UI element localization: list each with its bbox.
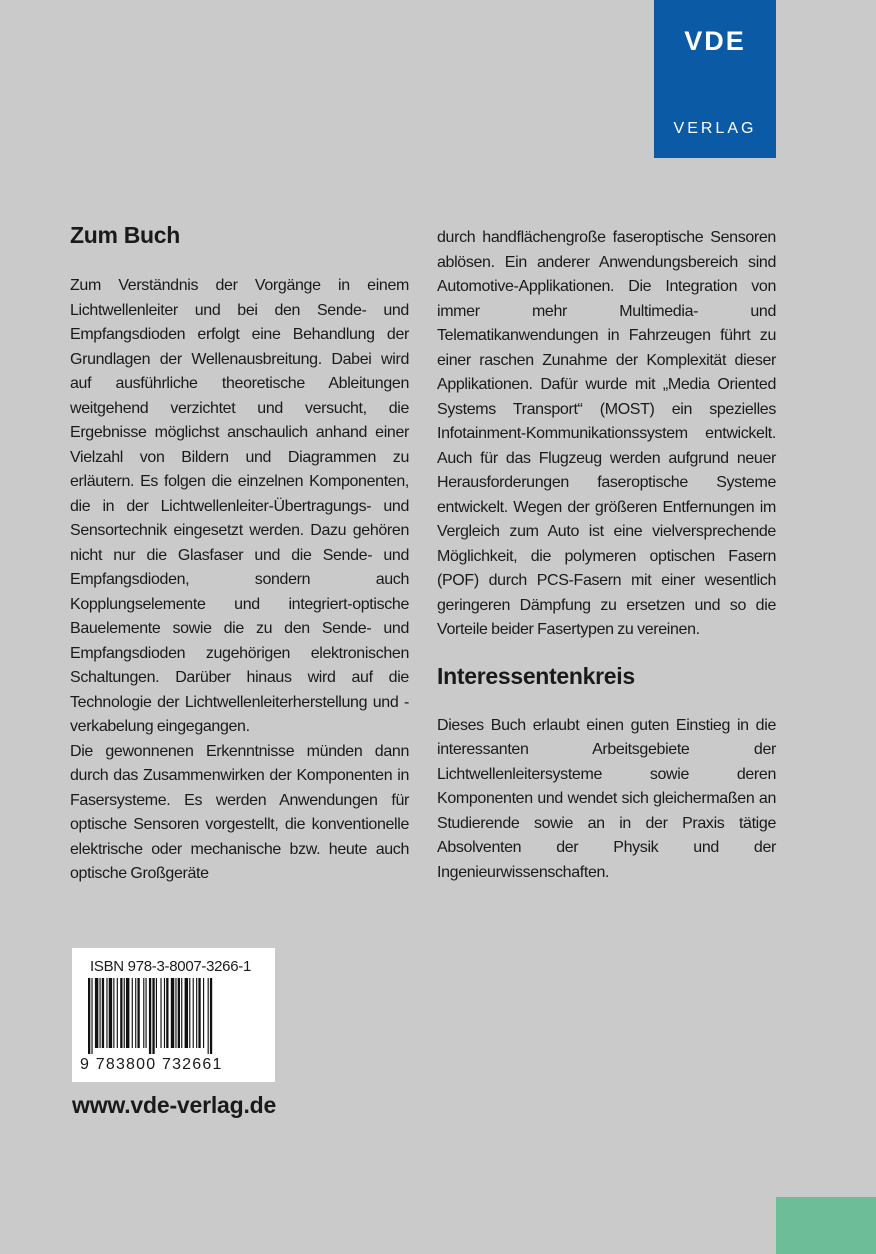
barcode-bar (143, 978, 144, 1048)
color-accent-block (776, 1197, 876, 1254)
barcode-bar (160, 978, 161, 1048)
barcode-bar (152, 978, 154, 1054)
barcode-bar (198, 978, 200, 1048)
barcode-icon (80, 978, 270, 1054)
barcode-bar (124, 978, 125, 1048)
barcode-bar (210, 978, 212, 1054)
heading-zum-buch: Zum Buch (70, 222, 181, 248)
barcode-bar (146, 978, 147, 1048)
barcode-bar (91, 978, 92, 1054)
barcode-bar (185, 978, 188, 1048)
paragraph-intro: Zum Verständnis der Vorgänge in einem Lichtwellenleiter und bei den Sende- und Empfangsdioden erfolgt eine Behandlung der Grundlagen der Wellenausbreitung. Dabei wird auf ausführliche theoretische Ableitungen weitgehend verzichtet und versucht, die Ergebnisse möglichst anschaulich anhand einer Vielzahl von Bildern und Diagrammen zu erläutern. Es folgen die einzelnen Komponenten, die in der Lichtwellenleiter-Übertragungs- und Sensortechnik eingesetzt werden. Dazu gehören nicht nur die Glasfaser und die Sende- und Empfangsdioden, sondern auch Kopplungselemente und integriert-optische Bauelemente sowie die zu den Sende- und Empfangsdioden zugehörigen elektronischen Schaltungen. Darüber hinaus wird auf die Technologie der Lichtwellenleiterherstellung und -verkabelung eingegangen. (70, 277, 409, 735)
logo-subtitle: VERLAG (673, 120, 757, 137)
barcode-bar (135, 978, 136, 1048)
barcode-bar (137, 978, 139, 1048)
paragraph-continuation: durch handflächengroße faseroptische Sensoren ablösen. Ein anderer Anwendungsbereich sind Automotive-Applikationen. Die Integration von immer mehr Multimedia- und Telematikanwendungen in Fahrzeugen führt zu einer raschen Zunahme der Komplexität dieser Applikationen. Dafür wurde mit „Media Oriented Systems Transport“ (MOST) ein spezielles Infotainment-Kommunikationssystem entwickelt. Auch für das Flugzeug werden aufgrund neuer Herausforderungen faseroptische Systeme entwickelt. Wegen der größeren Entfernungen im Vergleich zum Auto ist eine vielversprechende Möglichkeit, die polymeren optischen Fasern (POF) durch PCS-Fasern mit einer wesentlich geringeren Dämpfung zu ersetzen und so die Vorteile beider Fasertypen zu vereinen. (437, 229, 776, 638)
barcode-bar (166, 978, 168, 1048)
right-column (437, 226, 776, 885)
barcode-bar (100, 978, 101, 1048)
paragraph-systems: Die gewonnenen Erkenntnisse münden dann durch das Zusammenwirken der Komponenten in Fasersysteme. Es werden Anwendungen für optische Sensoren vorgestellt, die konventionelle elektrische oder mechanische bzw. heute auch optische Großgeräte (70, 742, 409, 882)
barcode-bar (106, 978, 107, 1048)
barcode-bar (156, 978, 157, 1048)
barcode-bar (149, 978, 151, 1054)
barcode-bar (88, 978, 90, 1054)
isbn-label: ISBN 978-3-8007-3266-1 (90, 958, 252, 975)
barcode-bar (126, 978, 129, 1048)
logo-name: VDE (684, 26, 746, 56)
barcode-panel (72, 948, 275, 1082)
barcode-bar (102, 978, 104, 1048)
barcode-bar (175, 978, 176, 1048)
barcode-bar (181, 978, 182, 1048)
barcode-bar (189, 978, 190, 1048)
barcode-bar (193, 978, 194, 1048)
barcode-bar (132, 978, 133, 1048)
barcode-bar (203, 978, 204, 1048)
barcode-bar (171, 978, 174, 1048)
barcode-bar (208, 978, 209, 1054)
barcode-bar (109, 978, 112, 1048)
website-url[interactable]: www.vde-verlag.de (72, 1092, 277, 1118)
barcode-bar (120, 978, 122, 1048)
barcode-bar (117, 978, 118, 1048)
barcode-digits: 9 783800 732661 (80, 1056, 223, 1073)
paragraph-audience: Dieses Buch erlaubt einen guten Einstieg in die interessanten Arbeitsgebiete der Lichtwellenleitersysteme sowie deren Komponenten und wendet sich gleichermaßen an Studierende sowie an in der Praxis tätige Absolventen der Physik und der Ingenieurwissenschaften. (437, 716, 776, 881)
barcode-bar (178, 978, 180, 1048)
barcode-bar (196, 978, 197, 1048)
barcode-bar (113, 978, 114, 1048)
barcode-bar (164, 978, 165, 1048)
left-column (70, 222, 409, 887)
heading-interessentenkreis: Interessentenkreis (437, 662, 635, 689)
vde-verlag-logo (654, 0, 776, 158)
barcode-bar (95, 978, 98, 1048)
